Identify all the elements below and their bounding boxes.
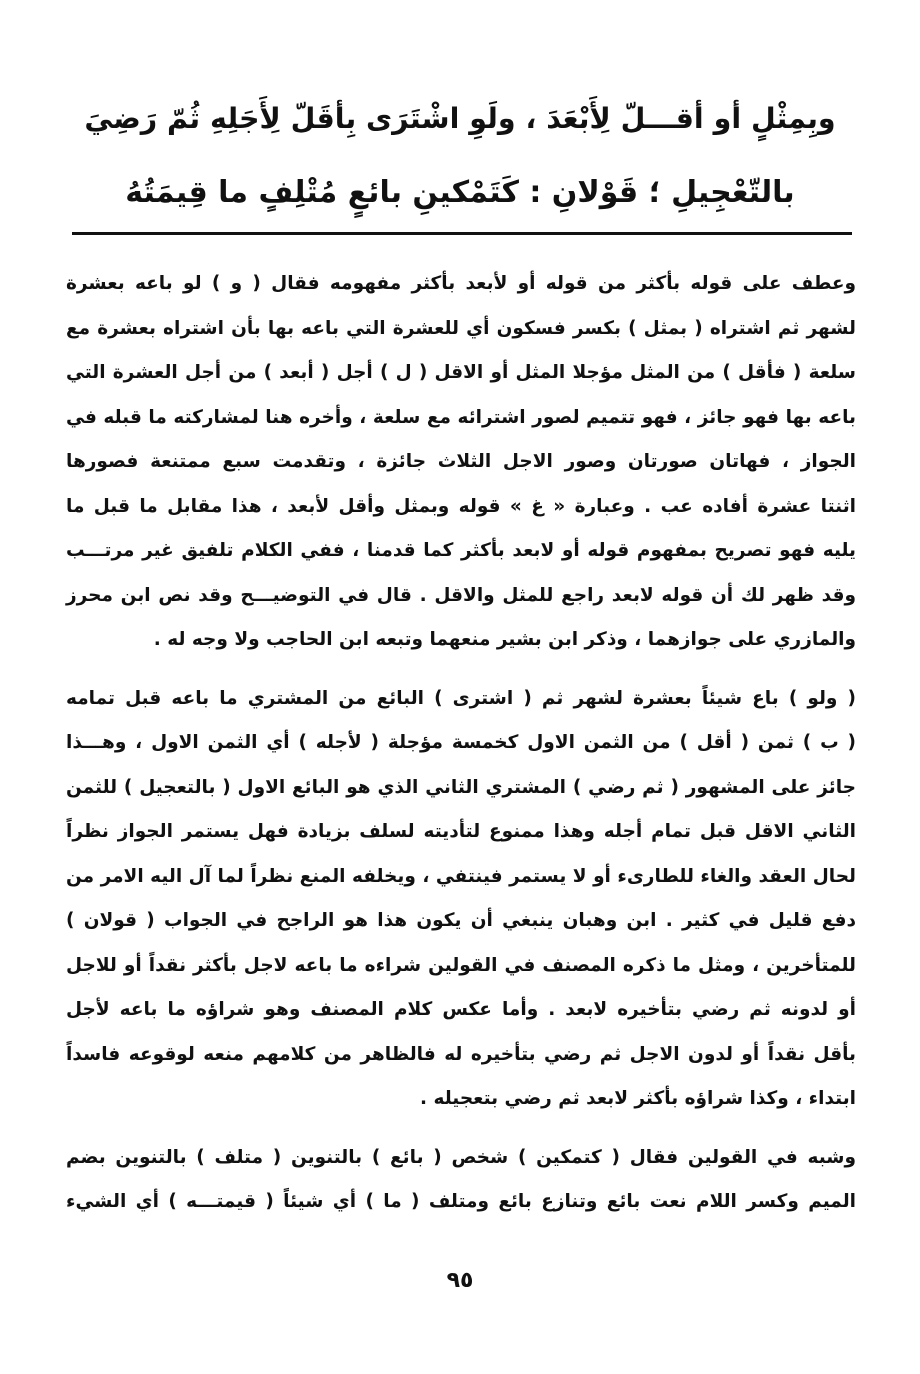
matn-line: وبِمِثْلٍ أو أقـــلّ لِأَبْعَدَ ، ولَوِ اشْتَرَى بِأقَلّ لِأَجَلِهِ ثُمّ رَضِيَ: [84, 102, 836, 135]
commentary-text: [66, 262, 856, 1225]
text-line: باعه بها فهو جائز ، فهو تتميم لصور اشترائه مع سلعة ، وأخره هنا لمشاركته ما قبله في: [66, 406, 856, 428]
text-line: وعطف على قوله بأكثر من قوله أو لأبعد بأكثر مفهومه فقال ( و ) لو باعه بعشرة: [66, 273, 856, 294]
text-line: وشبه في القولين فقال ( كتمكين ) شخص ( بائع ) بالتنوين ( متلف ) بالتنوين بضم: [66, 1146, 856, 1168]
text-line: ابتداء ، وكذا شراؤه بأكثر لابعد ثم رضي بتعجيله .: [420, 1088, 856, 1109]
text-line: وقد ظهر لك أن قوله لابعد راجع للمثل والاقل . قال في التوضيـــح وقد نص ابن محرز: [66, 584, 856, 606]
text-line: لحال العقد والغاء للطارىء أو لا يستمر فينتفي ، ويخلفه المنع نظراً لما آل اليه الامر من: [66, 865, 856, 887]
paragraph-3: [66, 1136, 856, 1225]
separator-rule: [72, 232, 852, 235]
matn-text: [80, 82, 840, 230]
text-line: بأقل نقداً أو لدون الاجل ثم رضي بتأخيره له فالظاهر من كلامهم منعه لوقوعه فاسداً: [66, 1043, 856, 1065]
text-line: الجواز ، فهاتان صورتان وصور الاجل الثلاث جائزة ، وتقدمت سبع ممتنعة فصورها: [66, 451, 856, 472]
text-line: سلعة ( فأقل ) من المثل مؤجلا المثل أو الاقل ( ل ) أجل ( أبعد ) من أجل العشرة التي: [66, 362, 856, 383]
text-line: دفع قليل في كثير . ابن وهبان ينبغي أن يكون هذا هو الراجح في الجواب ( قولان ): [66, 910, 856, 931]
text-line: للمتأخرين ، ومثل ما ذكره المصنف في القولين شراءه ما باعه لاجل بأكثر نقداً أو للاجل: [66, 954, 856, 976]
text-line: الثاني الاقل قبل تمام أجله وهذا ممنوع لتأديته لسلف بزيادة فهل يستمر الجواز نظراً: [66, 821, 856, 842]
text-line: جائز على المشهور ( ثم رضي ) المشتري الثاني الذي هو البائع الاول ( بالتعجيل ) للثمن: [66, 776, 856, 798]
text-line: أو لدونه ثم رضي بتأخيره لابعد . وأما عكس كلام المصنف وهو شراؤه ما باعه لأجل: [66, 999, 856, 1020]
text-line: والمازري على جوازهما ، وذكر ابن بشير منعهما وتبعه ابن الحاجب ولا وجه له .: [153, 629, 856, 650]
page-number: ٩٥: [446, 1268, 474, 1293]
text-line: ( ب ) ثمن ( أقل ) من الثمن الاول كخمسة مؤجلة ( لأجله ) أي الثمن الاول ، وهـــذا: [66, 732, 856, 753]
paragraph-2: [66, 677, 856, 1122]
text-line: يليه فهو تصريح بمفهوم قوله أو لابعد بأكثر كما قدمنا ، ففي الكلام تلفيق غير مرتـــب: [66, 540, 856, 561]
text-line: ( ولو ) باع شيئاً بعشرة لشهر ثم ( اشترى ) البائع من المشتري ما باعه قبل تمامه: [66, 687, 856, 709]
text-line: اثنتا عشرة أفاده عب . وعبارة « غ » قوله وبمثل وأقل لأبعد ، هذا مقابل ما قبل ما: [66, 495, 856, 517]
text-line: لشهر ثم اشتراه ( بمثل ) بكسر فسكون أي للعشرة التي باعه بها بأن اشتراه بعشرة مع: [66, 317, 856, 339]
matn-line: بالتّعْجِيلِ ؛ قَوْلانِ : كَتَمْكينِ بائعٍ مُتْلِفٍ ما قِيمَتُهُ: [125, 175, 795, 210]
text-line: الميم وكسر اللام نعت بائع وتنازع بائع ومتلف ( ما ) أي شيئاً ( قيمتـــه ) أي الشيء: [66, 1191, 856, 1212]
paragraph-1: [66, 262, 856, 663]
